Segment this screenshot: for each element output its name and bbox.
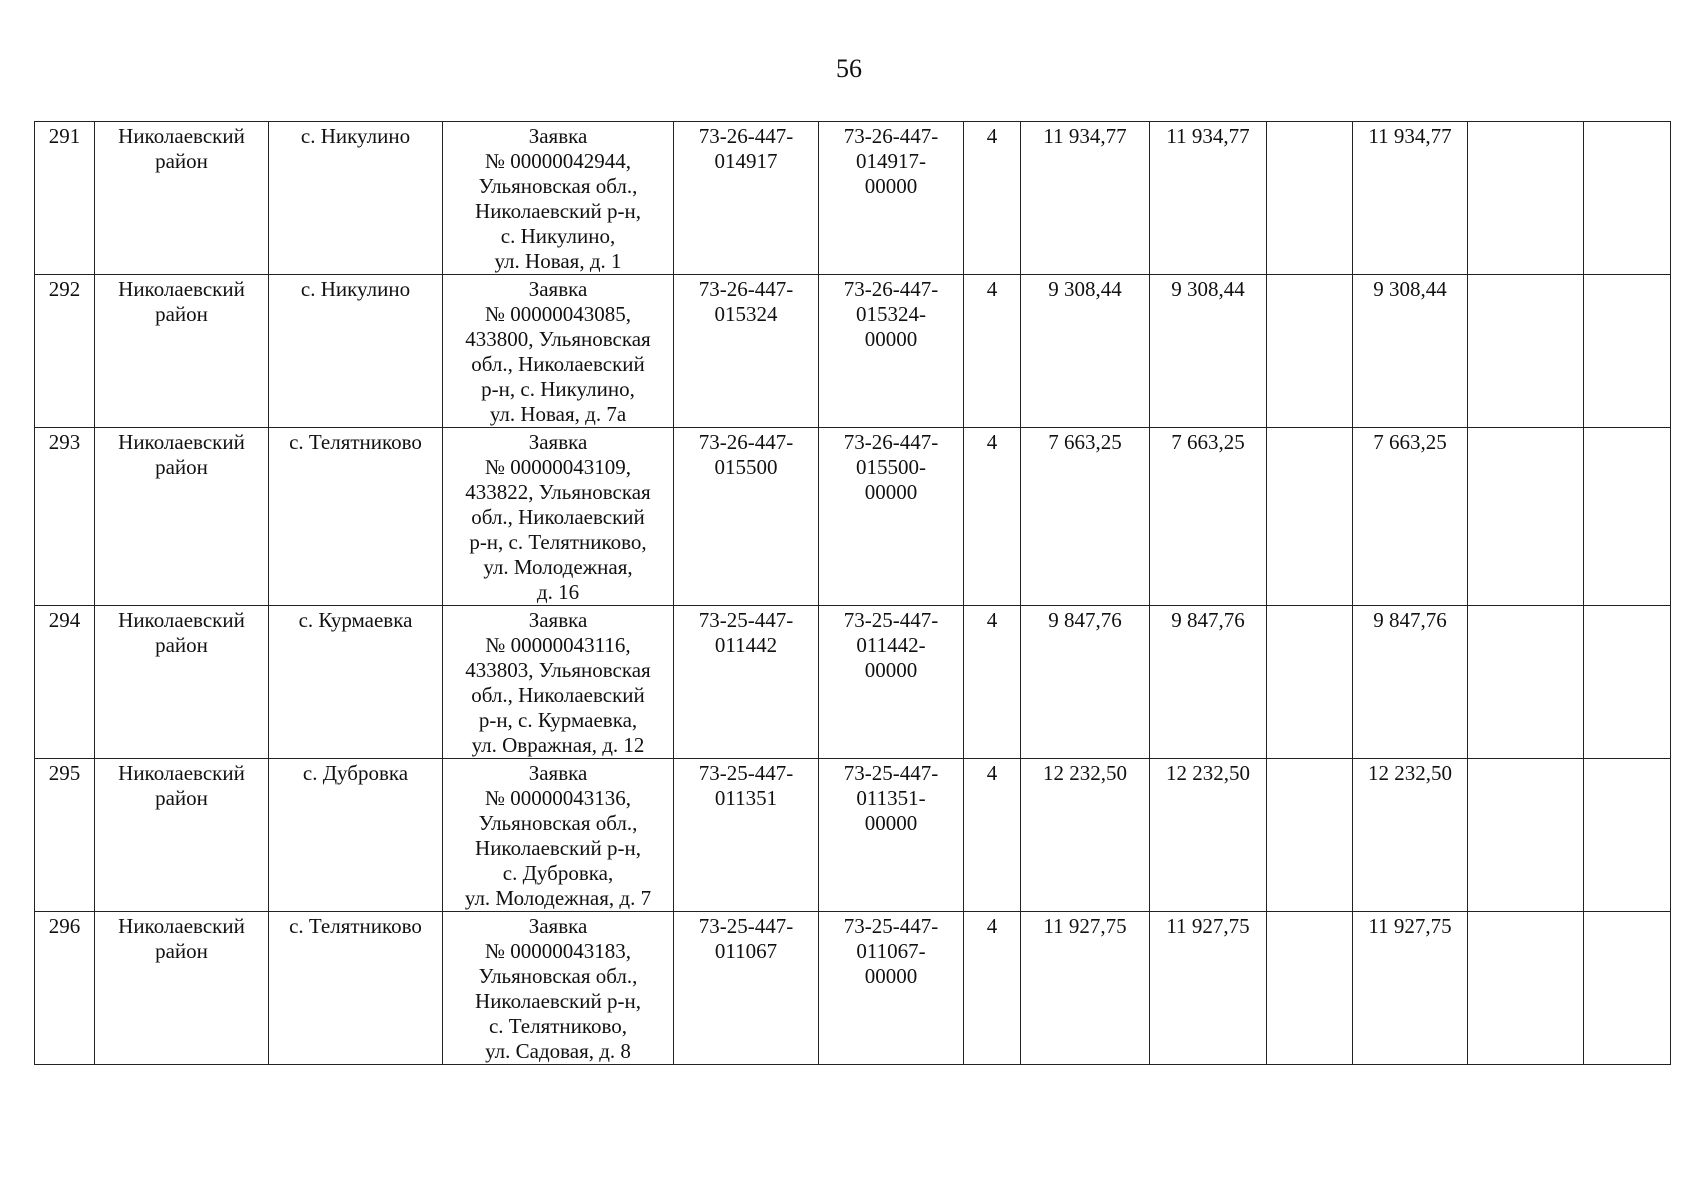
- request-line: № 00000042944,: [484, 149, 632, 173]
- request-line: ул. Садовая, д. 8: [485, 1039, 631, 1063]
- request-cell: [443, 759, 674, 912]
- empty-cell: [1584, 275, 1671, 428]
- page-number: 56: [836, 54, 862, 83]
- empty-cell: [1468, 122, 1584, 275]
- amount-cell: 12 232,50: [1353, 759, 1468, 912]
- full-code-cell: [819, 912, 964, 1065]
- empty-cell: [1584, 606, 1671, 759]
- amount-cell: 9 847,76: [1150, 606, 1267, 759]
- code-line: 73-26-447-: [698, 124, 794, 148]
- amount-cell: [1267, 606, 1353, 759]
- district-cell: Николаевский район: [95, 606, 269, 759]
- full-code-line: 015324-: [856, 302, 926, 326]
- full-code-line: 011067-: [856, 939, 926, 963]
- row-number-cell: 291: [35, 122, 95, 275]
- district-cell: Николаевский район: [95, 759, 269, 912]
- empty-cell: [1468, 275, 1584, 428]
- request-line: № 00000043136,: [484, 786, 632, 810]
- quantity-cell: 4: [964, 428, 1021, 606]
- amount-cell: [1267, 122, 1353, 275]
- request-line: обл., Николаевский: [471, 505, 645, 529]
- empty-cell: [1468, 759, 1584, 912]
- amount-cell: 9 847,76: [1021, 606, 1150, 759]
- full-code-line: 73-26-447-: [843, 124, 939, 148]
- settlement-cell: с. Телятниково: [269, 912, 443, 1065]
- quantity-cell: 4: [964, 275, 1021, 428]
- full-code-line: 014917-: [856, 149, 926, 173]
- code-line: 011442: [714, 633, 778, 657]
- request-line: Ульяновская обл.,: [478, 811, 638, 835]
- request-line: д. 16: [536, 580, 580, 604]
- amount-cell: 11 927,75: [1150, 912, 1267, 1065]
- empty-cell: [1468, 606, 1584, 759]
- request-line: Заявка: [528, 124, 588, 148]
- table-row: [35, 428, 1671, 606]
- amount-cell: 11 927,75: [1021, 912, 1150, 1065]
- request-line: № 00000043085,: [484, 302, 632, 326]
- table-body: [35, 122, 1671, 1065]
- request-line: 433800, Ульяновская: [465, 327, 651, 351]
- request-line: Николаевский р-н,: [475, 836, 641, 860]
- table-row: [35, 275, 1671, 428]
- row-number-cell: 292: [35, 275, 95, 428]
- code-line: 73-25-447-: [698, 608, 794, 632]
- settlement-cell: с. Никулино: [269, 275, 443, 428]
- full-code-line: 011442-: [856, 633, 926, 657]
- empty-cell: [1584, 122, 1671, 275]
- table-row: [35, 912, 1671, 1065]
- amount-cell: 7 663,25: [1353, 428, 1468, 606]
- amount-cell: 12 232,50: [1150, 759, 1267, 912]
- request-line: р-н, с. Никулино,: [481, 377, 635, 401]
- full-code-line: 73-25-447-: [843, 914, 939, 938]
- full-code-line: 73-26-447-: [843, 277, 939, 301]
- full-code-line: 00000: [864, 658, 918, 682]
- code-line: 015500: [714, 455, 778, 479]
- request-line: № 00000043109,: [484, 455, 632, 479]
- full-code-line: 00000: [864, 480, 918, 504]
- full-code-line: 00000: [864, 327, 918, 351]
- request-line: № 00000043116,: [485, 633, 631, 657]
- full-code-line: 73-25-447-: [843, 608, 939, 632]
- quantity-cell: 4: [964, 912, 1021, 1065]
- amount-cell: [1267, 759, 1353, 912]
- code-line: 73-26-447-: [698, 277, 794, 301]
- request-line: Заявка: [528, 914, 588, 938]
- code-line: 73-25-447-: [698, 761, 794, 785]
- table-row: [35, 122, 1671, 275]
- amount-cell: 11 934,77: [1150, 122, 1267, 275]
- settlement-cell: с. Никулино: [269, 122, 443, 275]
- full-code-cell: [819, 606, 964, 759]
- row-number-cell: 293: [35, 428, 95, 606]
- empty-cell: [1468, 912, 1584, 1065]
- full-code-line: 73-25-447-: [843, 761, 939, 785]
- code-cell: [674, 122, 819, 275]
- district-cell: Николаевский район: [95, 428, 269, 606]
- request-line: Ульяновская обл.,: [478, 174, 638, 198]
- request-line: 433822, Ульяновская: [465, 480, 651, 504]
- full-code-line: 73-26-447-: [843, 430, 939, 454]
- district-cell: Николаевский район: [95, 912, 269, 1065]
- row-number-cell: 296: [35, 912, 95, 1065]
- settlement-cell: с. Курмаевка: [269, 606, 443, 759]
- request-cell: [443, 912, 674, 1065]
- code-cell: [674, 606, 819, 759]
- amount-cell: [1267, 428, 1353, 606]
- request-line: ул. Молодежная, д. 7: [464, 886, 652, 910]
- code-cell: [674, 912, 819, 1065]
- full-code-cell: [819, 428, 964, 606]
- amount-cell: 11 927,75: [1353, 912, 1468, 1065]
- request-line: ул. Новая, д. 7а: [489, 402, 627, 426]
- code-line: 014917: [714, 149, 778, 173]
- request-line: с. Никулино,: [500, 224, 616, 248]
- row-number-cell: 295: [35, 759, 95, 912]
- amount-cell: 11 934,77: [1021, 122, 1150, 275]
- district-cell: Николаевский район: [95, 122, 269, 275]
- amount-cell: 7 663,25: [1150, 428, 1267, 606]
- code-cell: [674, 759, 819, 912]
- request-line: обл., Николаевский: [471, 352, 645, 376]
- request-line: Ульяновская обл.,: [478, 964, 638, 988]
- request-line: Заявка: [528, 608, 588, 632]
- full-code-line: 00000: [864, 811, 918, 835]
- request-line: с. Дубровка,: [502, 861, 614, 885]
- full-code-cell: [819, 759, 964, 912]
- request-cell: [443, 275, 674, 428]
- full-code-line: 011351-: [856, 786, 926, 810]
- full-code-cell: [819, 275, 964, 428]
- code-line: 015324: [714, 302, 778, 326]
- empty-cell: [1584, 428, 1671, 606]
- request-cell: [443, 122, 674, 275]
- full-code-line: 00000: [864, 964, 918, 988]
- amount-cell: [1267, 912, 1353, 1065]
- request-line: Заявка: [528, 277, 588, 301]
- request-line: Заявка: [528, 430, 588, 454]
- quantity-cell: 4: [964, 122, 1021, 275]
- code-line: 011067: [714, 939, 778, 963]
- quantity-cell: 4: [964, 606, 1021, 759]
- settlement-cell: с. Телятниково: [269, 428, 443, 606]
- request-line: ул. Овражная, д. 12: [471, 733, 645, 757]
- amount-cell: 9 308,44: [1021, 275, 1150, 428]
- empty-cell: [1468, 428, 1584, 606]
- code-line: 73-26-447-: [698, 430, 794, 454]
- request-line: 433803, Ульяновская: [465, 658, 651, 682]
- request-cell: [443, 606, 674, 759]
- amount-cell: 9 847,76: [1353, 606, 1468, 759]
- request-line: ул. Молодежная,: [483, 555, 633, 579]
- full-code-cell: [819, 122, 964, 275]
- code-line: 011351: [714, 786, 778, 810]
- code-line: 73-25-447-: [698, 914, 794, 938]
- request-line: обл., Николаевский: [471, 683, 645, 707]
- amount-cell: 7 663,25: [1021, 428, 1150, 606]
- code-cell: [674, 275, 819, 428]
- request-line: с. Телятниково,: [488, 1014, 628, 1038]
- request-line: р-н, с. Телятниково,: [469, 530, 647, 554]
- row-number-cell: 294: [35, 606, 95, 759]
- amount-cell: 9 308,44: [1353, 275, 1468, 428]
- request-line: ул. Новая, д. 1: [494, 249, 622, 273]
- request-line: № 00000043183,: [484, 939, 632, 963]
- full-code-line: 00000: [864, 174, 918, 198]
- request-line: Заявка: [528, 761, 588, 785]
- request-line: Николаевский р-н,: [475, 989, 641, 1013]
- quantity-cell: 4: [964, 759, 1021, 912]
- amount-cell: 9 308,44: [1150, 275, 1267, 428]
- request-line: Николаевский р-н,: [475, 199, 641, 223]
- table-row: [35, 606, 1671, 759]
- settlement-cell: с. Дубровка: [269, 759, 443, 912]
- empty-cell: [1584, 759, 1671, 912]
- empty-cell: [1584, 912, 1671, 1065]
- full-code-line: 015500-: [856, 455, 926, 479]
- code-cell: [674, 428, 819, 606]
- request-cell: [443, 428, 674, 606]
- amount-cell: 12 232,50: [1021, 759, 1150, 912]
- amount-cell: 11 934,77: [1353, 122, 1468, 275]
- data-table: [34, 121, 1671, 1065]
- amount-cell: [1267, 275, 1353, 428]
- district-cell: Николаевский район: [95, 275, 269, 428]
- request-line: р-н, с. Курмаевка,: [478, 708, 638, 732]
- table-row: [35, 759, 1671, 912]
